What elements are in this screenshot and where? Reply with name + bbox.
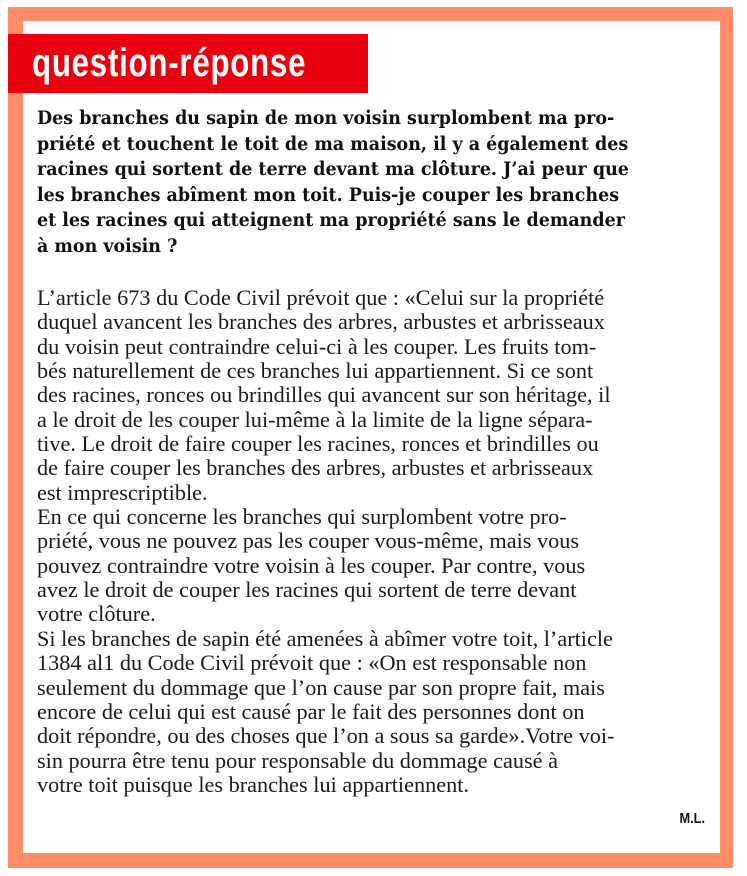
header-title: question-réponse xyxy=(32,41,307,85)
answer-line: sin pourra être tenu pour responsable du dommage causé à xyxy=(37,747,558,773)
answer-line: 1384 al1 du Code Civil prévoit que : «On est responsable non xyxy=(37,650,587,676)
question-line: racines qui sortent de terre devant ma clôture. J’ai peur que xyxy=(37,158,629,181)
question-line: à mon voisin ? xyxy=(37,234,178,257)
question-line: et les racines qui atteignent ma propriété sans le demander xyxy=(37,209,625,232)
answer-line: votre toit puisque les branches lui appartiennent. xyxy=(37,771,469,797)
answer-line: duquel avancent les branches des arbres, arbustes et arbrisseaux xyxy=(37,309,605,335)
answer-line: bés naturellement de ces branches lui appartiennent. Si ce sont xyxy=(37,358,594,384)
answer-line: tive. Le droit de faire couper les racines, ronces et brindilles ou xyxy=(37,431,599,457)
answer-line: a le droit de les couper lui-même à la limite de la ligne sépara- xyxy=(37,406,593,432)
question-text xyxy=(37,106,680,260)
answer-line: doit répondre, ou des choses que l’on a sous sa garde».Votre voi- xyxy=(37,723,615,749)
answer-line: En ce qui concerne les branches qui surplombent votre pro- xyxy=(37,504,567,530)
answer-line: avez le droit de couper les racines qui sortent de terre devant xyxy=(37,577,577,603)
answer-line: de faire couper les branches des arbres, arbustes et arbrisseaux xyxy=(37,455,594,481)
answer-line: votre clôture. xyxy=(37,601,156,627)
author-signature: M.L. xyxy=(679,810,705,827)
question-line: Des branches du sapin de mon voisin surplombent ma pro- xyxy=(37,107,615,129)
answer-line: des racines, ronces ou brindilles qui avancent sur son héritage, il xyxy=(37,382,611,408)
answer-line: priété, vous ne pouvez pas les couper vous-même, mais vous xyxy=(37,528,580,554)
answer-line: encore de celui qui est causé par le fait des personnes dont on xyxy=(37,698,585,724)
question-line: les branches abîment mon toit. Puis-je couper les branches xyxy=(37,183,620,206)
answer-line: pouvez contraindre votre voisin à les couper. Par contre, vous xyxy=(37,552,586,578)
answer-text xyxy=(37,286,623,797)
answer-line: est imprescriptible. xyxy=(37,479,208,505)
answer-line: seulement du dommage que l’on cause par son propre fait, mais xyxy=(37,674,605,700)
question-line: priété et touchent le toit de ma maison, il y a également des xyxy=(37,132,629,155)
answer-line: L’article 673 du Code Civil prévoit que : «Celui sur la propriété xyxy=(37,285,605,310)
answer-line: Si les branches de sapin été amenées à abîmer votre toit, l’article xyxy=(37,625,613,651)
answer-line: du voisin peut contraindre celui-ci à les couper. Les fruits tom- xyxy=(37,333,597,359)
